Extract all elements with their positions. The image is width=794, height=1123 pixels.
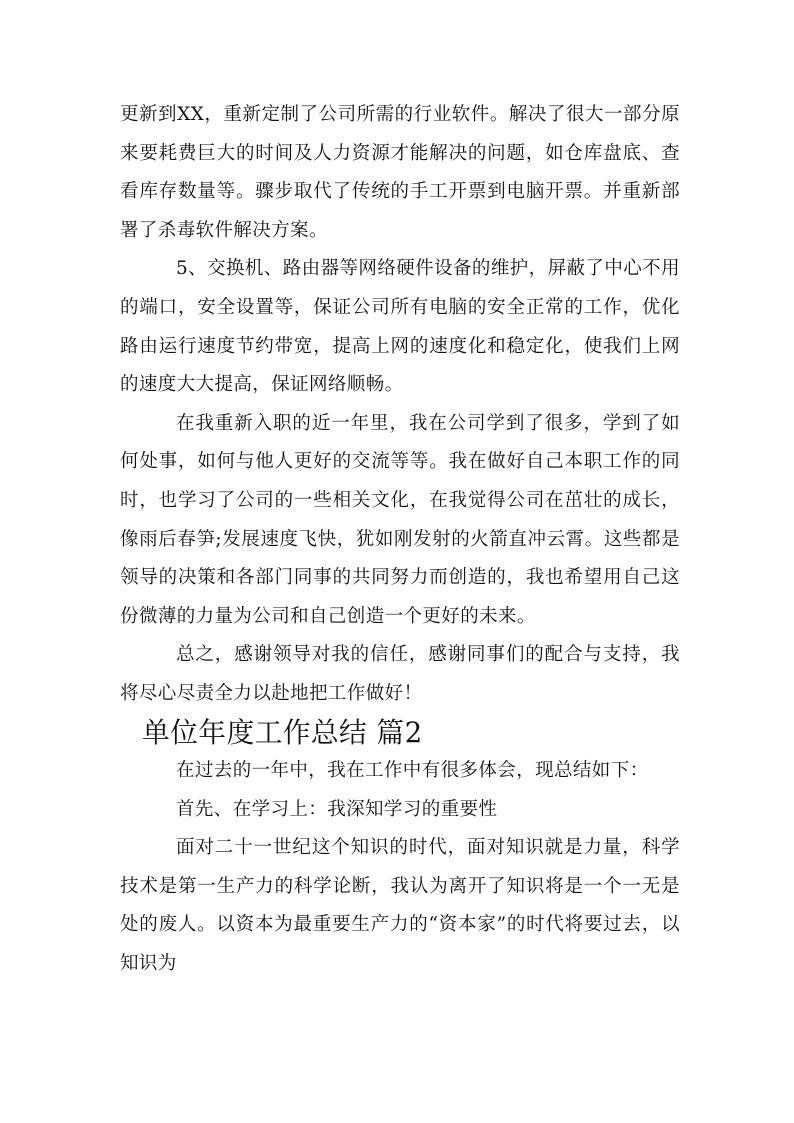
paragraph-learning-heading: 首先、在学习上：我深知学习的重要性 xyxy=(176,798,498,820)
paragraph-network-maintenance: 5、交换机、路由器等网络硬件设备的维护，屏蔽了中心不用的端口，安全设置等，保证公司所有电脑的安全正常的工作，优化路由运行速度节约带宽，提高上网的速度化和稳定化，使我们上网的速度大大提高，保证网络顺畅。 xyxy=(120,258,680,396)
paragraph-intro: 在过去的一年中，我在工作中有很多体会，现总结如下： xyxy=(176,760,649,782)
section-title: 单位年度工作总结 篇2 xyxy=(142,715,423,749)
paragraph-conclusion: 总之，感谢领导对我的信任，感谢同事们的配合与支持，我将尽心尽责全力以赴地把工作做好！ xyxy=(120,644,680,704)
paragraph-year-reflection: 在我重新入职的近一年里，我在公司学到了很多，学到了如何处事，如何与他人更好的交流等等。我在做好自己本职工作的同时，也学习了公司的一些相关文化，在我觉得公司在茁壮的成长，像雨后春笋;发展速度飞快，犹如刚发射的火箭直冲云霄。这些都是领导的决策和各部门同事的共同努力而创造的，我也希望用自己这份微薄的力量为公司和自己创造一个更好的未来。 xyxy=(120,412,680,627)
document-body xyxy=(120,96,680,984)
paragraph-knowledge-era: 面对二十一世纪这个知识的时代，面对知识就是力量，科学技术是第一生产力的科学论断，我认为离开了知识将是一个一无是处的废人。以资本为最重要生产力的“资本家”的时代将要过去，以知识为 xyxy=(120,837,680,975)
paragraph-software-update: 更新到XX，重新定制了公司所需的行业软件。解决了很大一部分原来要耗费巨大的时间及人力资源才能解决的问题，如仓库盘底、查看库存数量等。骤步取代了传统的手工开票到电脑开票。并重新部署了杀毒软件解决方案。 xyxy=(120,104,680,241)
